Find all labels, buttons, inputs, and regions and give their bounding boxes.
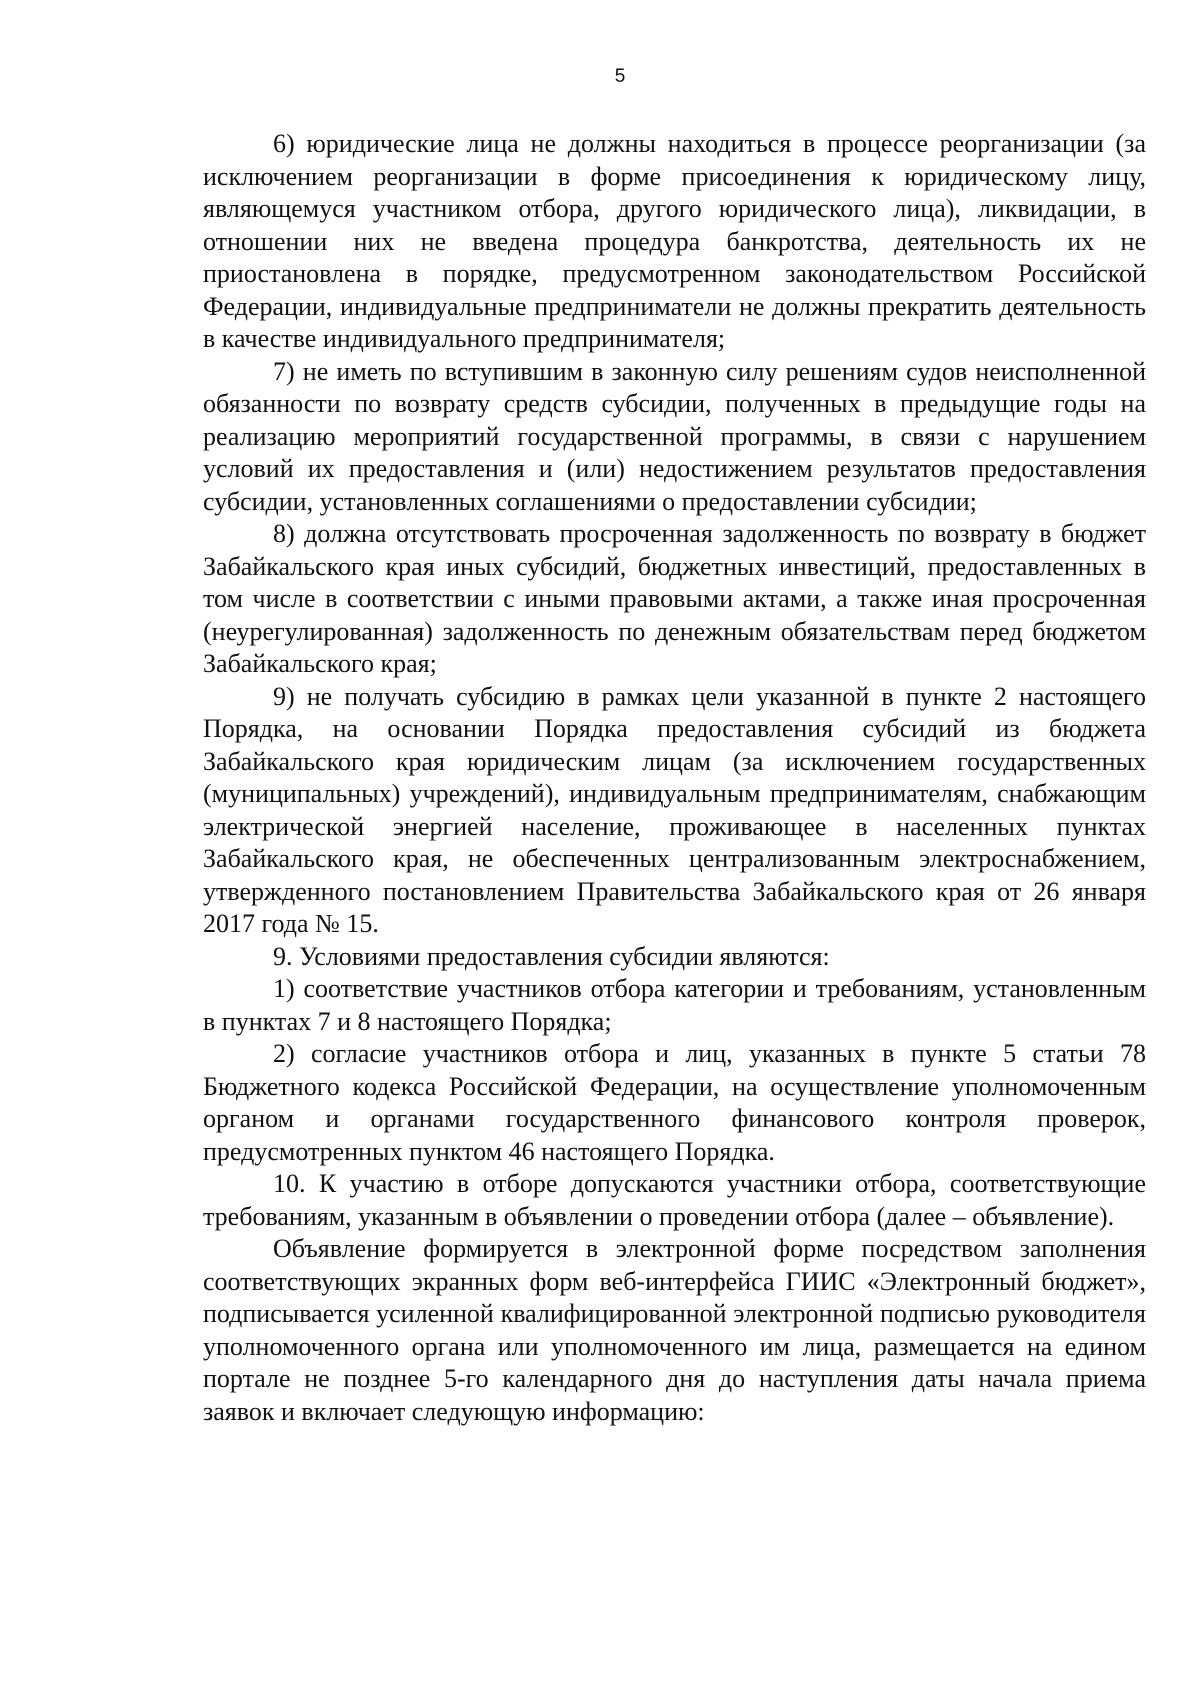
paragraph-item-8: 8) должна отсутствовать просроченная задолженность по возврату в бюджет Забайкальского края иных субсидий, бюджетных инвестиций, предоставленных в том числе в соответствии с иными правовыми актами, а также иная просроченная (неурегулированная) задолженность по денежным обязательствам перед бюджетом Забайкальского края; [203,519,1146,678]
document-body [203,128,1146,1428]
paragraph-item-7: 7) не иметь по вступившим в законную силу решениям судов неисполненной обязанности по возврату средств субсидии, полученных в предыдущие годы на реализацию мероприятий государственной программы, в связи с нарушением условий их предоставления и (или) недостижением результатов предоставления субсидии, установленных соглашениями о предоставлении субсидии; [203,356,1146,516]
paragraph-item-6: 6) юридические лица не должны находиться в процессе реорганизации (за исключением реорганизации в форме присоединения к юридическому лицу, являющемуся участником отбора, другого юридического лица), ликвидации, в отношении них не введена процедура банкротства, деятельность их не приостановлена в порядке, предусмотренном законодательством Российской Федерации, индивидуальные предприниматели не должны прекратить деятельность в качестве индивидуального предпринимателя; [203,129,1146,353]
paragraph-clause-10: 10. К участию в отборе допускаются участники отбора, соответствующие требованиям, указанным в объявлении о проведении отбора (далее – объявление). [203,1169,1146,1231]
paragraph-clause-9: 9. Условиями предоставления субсидии являются: [273,941,830,971]
page-number: 5 [614,66,626,87]
paragraph-item-9: 9) не получать субсидию в рамках цели указанной в пункте 2 настоящего Порядка, на основании Порядка предоставления субсидий из бюджета Забайкальского края юридическим лицам (за исключением государственных (муниципальных) учреждений), индивидуальным предпринимателям, снабжающим электрической энергией население, проживающее в населенных пунктах Забайкальского края, не обеспеченных централизованным электроснабжением, утвержденного постановлением Правительства Забайкальского края от 26 января 2017 года № 15. [203,681,1146,938]
paragraph-announcement: Объявление формируется в электронной форме посредством заполнения соответствующих экранных форм веб-интерфейса ГИИС «Электронный бюджет», подписывается усиленной квалифицированной электронной подписью руководителя уполномоченного органа или уполномоченного им лица, размещается на едином портале не позднее 5-го календарного дня до наступления даты начала приема заявок и включает следующую информацию: [203,1234,1146,1426]
paragraph-condition-1: 1) соответствие участников отбора категории и требованиям, установленным в пунктах 7 и 8 настоящего Порядка; [203,974,1146,1036]
paragraph-condition-2: 2) согласие участников отбора и лиц, указанных в пункте 5 статьи 78 Бюджетного кодекса Российской Федерации, на осуществление уполномоченным органом и органами государственного финансового контроля проверок, предусмотренных пунктом 46 настоящего Порядка. [203,1039,1146,1166]
